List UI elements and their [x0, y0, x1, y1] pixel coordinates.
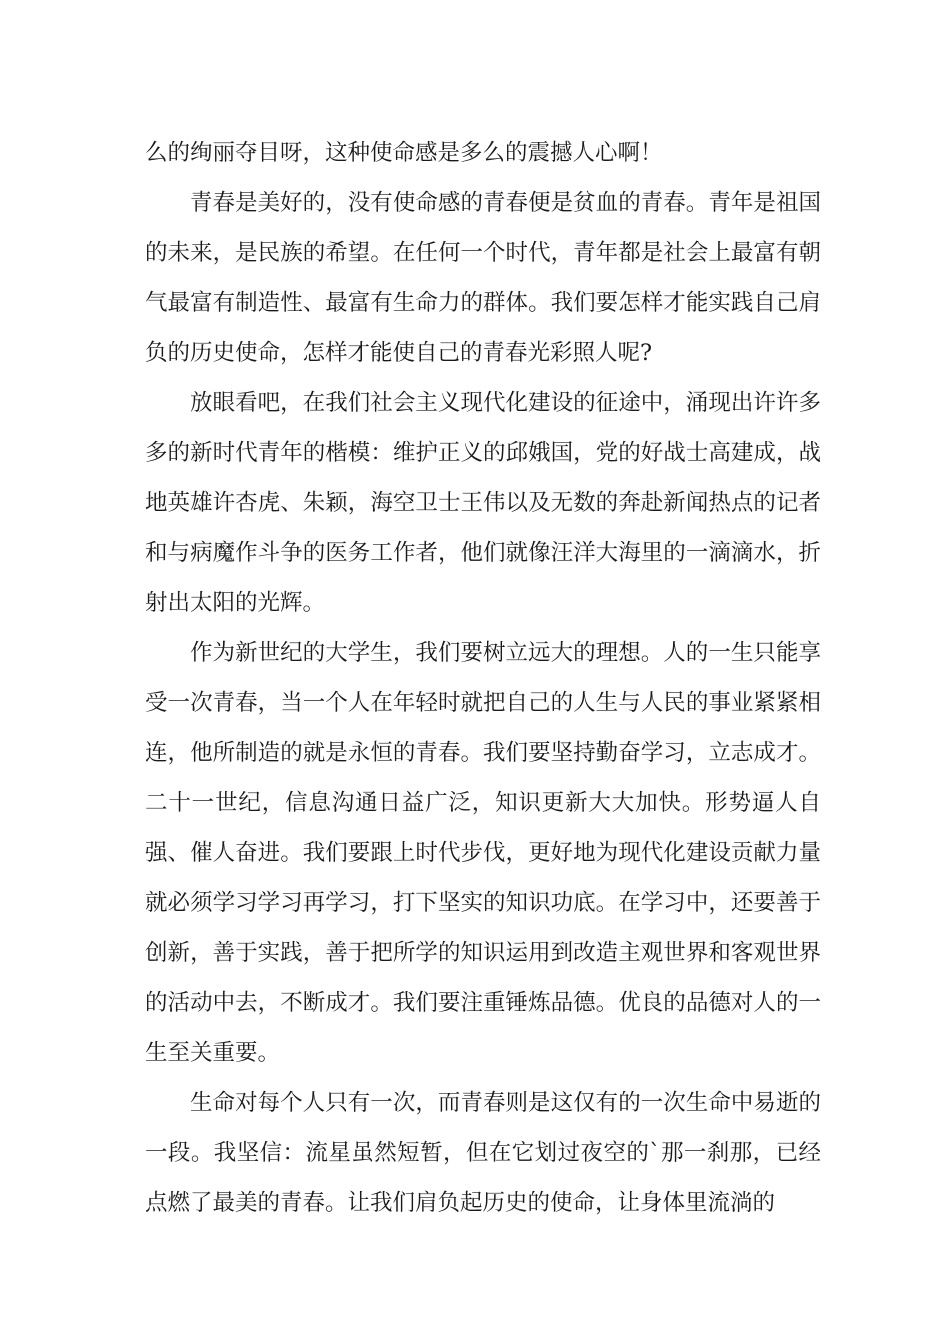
paragraph-university-students: 作为新世纪的大学生，我们要树立远大的理想。人的一生只能享受一次青春，当一个人在年轻时就把自己的人生与人民的事业紧紧相连，他所制造的就是永恒的青春。我们要坚持勤奋学习，立志成才。二十一世纪，信息沟通日益广泛，知识更新大大加快。形势逼人自强、催人奋进。我们要跟上时代步伐，更好地为现代化建设贡献力量就必须学习学习再学习，打下坚实的知识功底。在学习中，还要善于创新，善于实践，善于把所学的知识运用到改造主观世界和客观世界的活动中去，不断成才。我们要注重锤炼品德。优良的品德对人的一生至关重要。 — [145, 640, 821, 1066]
document-body — [145, 128, 821, 1228]
paragraph-continuation: 么的绚丽夺目呀，这种使命感是多么的震撼人心啊！ — [145, 140, 663, 166]
paragraph-life-and-youth: 生命对每个人只有一次，而青春则是这仅有的一次生命中易逝的一段。我坚信：流星虽然短暂，但在它划过夜空的`那一刹那，已经点燃了最美的青春。让我们肩负起历史的使命，让身体里流淌的 — [145, 1090, 821, 1216]
paragraph-role-models: 放眼看吧，在我们社会主义现代化建设的征途中，涌现出许许多多的新时代青年的楷模：维护正义的邱娥国，党的好战士高建成，战地英雄许杏虎、朱颖，海空卫士王伟以及无数的奔赴新闻热点的记者和与病魔作斗争的医务工作者，他们就像汪洋大海里的一滴滴水，折射出太阳的光辉。 — [145, 390, 821, 616]
paragraph-youth-mission: 青春是美好的，没有使命感的青春便是贫血的青春。青年是祖国的未来，是民族的希望。在任何一个时代，青年都是社会上最富有朝气最富有制造性、最富有生命力的群体。我们要怎样才能实践自己肩负的历史使命，怎样才能使自己的青春光彩照人呢? — [145, 190, 821, 366]
